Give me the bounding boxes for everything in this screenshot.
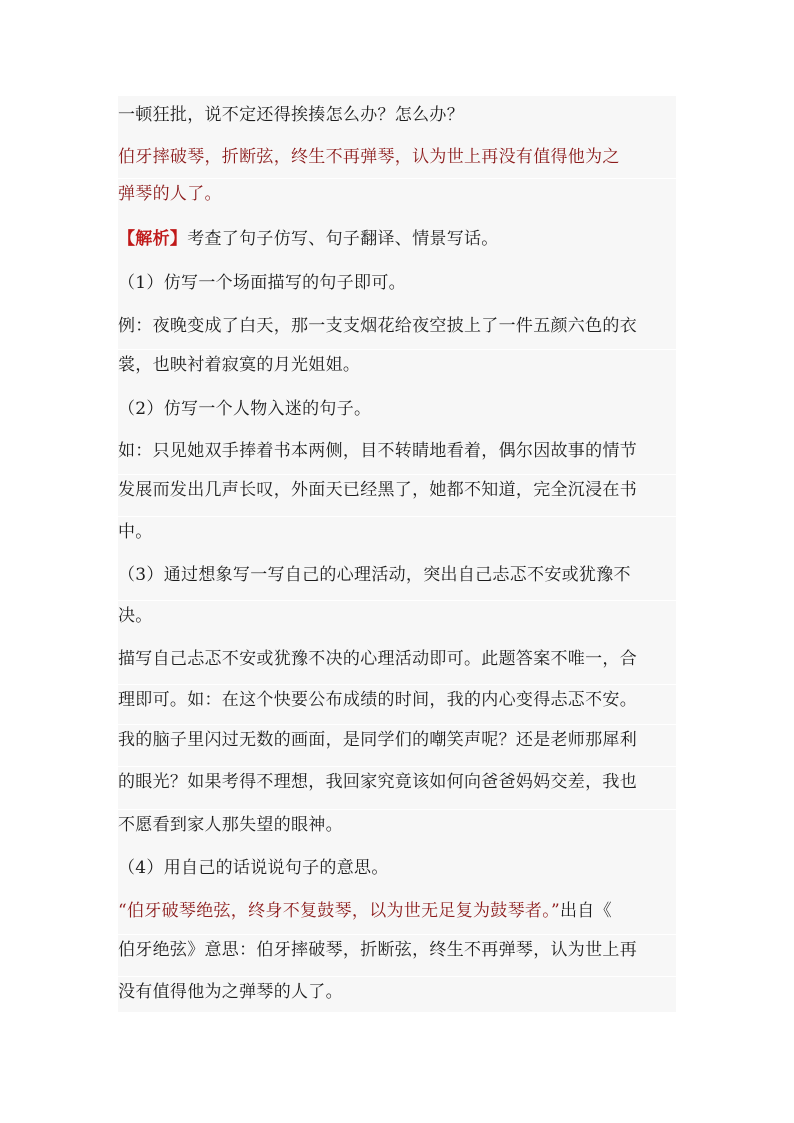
text-line-content: 理即可。如：在这个快要公布成绩的时间，我的内心变得忐忑不安。 bbox=[118, 690, 637, 710]
text-line bbox=[118, 560, 676, 591]
text-line bbox=[118, 896, 676, 927]
text-line-content: （4）用自己的话说说句子的意思。 bbox=[118, 858, 389, 878]
text-line bbox=[118, 766, 676, 798]
text-line-content: 一顿狂批，说不定还得挨揍怎么办？怎么办？ bbox=[118, 105, 464, 125]
text-line-content: （2）仿写一个人物入迷的句子。 bbox=[118, 399, 372, 419]
text-line-content: 裳，也映衬着寂寞的月光姐姐。 bbox=[118, 355, 361, 375]
text-line bbox=[118, 436, 676, 467]
text-line-content: 决。 bbox=[118, 606, 153, 626]
text-line-content: （3）通过想象写一写自己的心理活动，突出自己忐忑不安或犹豫不 bbox=[118, 565, 631, 585]
text-line-content: 不愿看到家人那失望的眼神。 bbox=[118, 815, 343, 835]
analysis-heading-line bbox=[118, 224, 676, 255]
text-line-content: 考查了句子仿写、句子翻译、情景写话。 bbox=[187, 229, 499, 249]
text-line bbox=[118, 809, 676, 841]
text-line bbox=[118, 268, 676, 299]
text-line bbox=[118, 142, 676, 173]
quoted-text: “伯牙破琴绝弦，终身不复鼓琴，以为世无足复为鼓琴者。” bbox=[118, 901, 560, 921]
text-line bbox=[118, 724, 676, 756]
text-line bbox=[118, 934, 676, 966]
text-line bbox=[118, 178, 676, 210]
text-line bbox=[118, 516, 676, 548]
text-line-content: （1）仿写一个场面描写的句子即可。 bbox=[118, 273, 406, 293]
text-line-content: 弹琴的人了。 bbox=[118, 184, 222, 204]
text-line bbox=[118, 100, 676, 131]
text-line bbox=[118, 311, 676, 342]
text-line bbox=[118, 349, 676, 381]
text-line bbox=[118, 600, 676, 632]
text-line-content: 描写自己忐忑不安或犹豫不决的心理活动即可。此题答案不唯一，合 bbox=[118, 649, 637, 669]
text-line-content: 出自《 bbox=[559, 901, 612, 921]
text-line bbox=[118, 394, 676, 425]
text-line-content: 如：只见她双手捧着书本两侧，目不转睛地看着，偶尔因故事的情节 bbox=[118, 441, 637, 461]
text-line bbox=[118, 853, 676, 884]
text-panel bbox=[118, 96, 676, 1012]
text-line-content: 例：夜晚变成了白天，那一支支烟花给夜空披上了一件五颜六色的衣 bbox=[118, 316, 637, 336]
text-line bbox=[118, 474, 676, 506]
text-line-content: 伯牙摔破琴，折断弦，终生不再弹琴，认为世上再没有值得他为之 bbox=[118, 147, 620, 167]
text-line-content: 我的脑子里闪过无数的画面，是同学们的嘲笑声呢？还是老师那犀利 bbox=[118, 730, 637, 750]
text-line-content: 伯牙绝弦》意思：伯牙摔破琴，折断弦，终生不再弹琴，认为世上再 bbox=[118, 940, 637, 960]
text-line-content: 中。 bbox=[118, 522, 153, 542]
text-line bbox=[118, 684, 676, 716]
text-line-content: 没有值得他为之弹琴的人了。 bbox=[118, 982, 343, 1002]
text-line bbox=[118, 976, 676, 1008]
text-line-content: 的眼光？如果考得不理想，我回家究竟该如何向爸爸妈妈交差，我也 bbox=[118, 772, 637, 792]
analysis-label: 【解析】 bbox=[118, 229, 188, 249]
text-line-content: 发展而发出几声长叹，外面天已经黑了，她都不知道，完全沉浸在书 bbox=[118, 480, 637, 500]
text-line bbox=[118, 644, 676, 675]
